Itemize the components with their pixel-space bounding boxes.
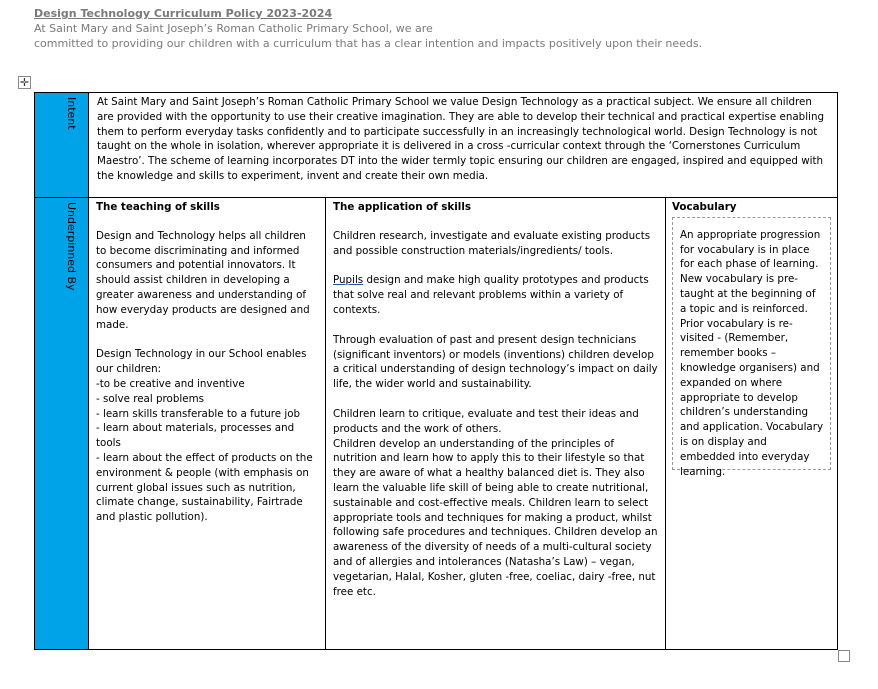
table-resize-handle[interactable] (838, 650, 850, 662)
teaching-list (96, 377, 318, 525)
move-arrows-icon[interactable]: ✛ (19, 76, 30, 89)
underpinned-row (35, 198, 838, 650)
intent-label: Intent (64, 97, 78, 130)
intent-row (35, 93, 838, 198)
list-item: - learn about the effect of products on the environment & people (with emphasis on current global issues such as nutrition, climate change, sustainability, Fairtrade and plastic pollution). (96, 451, 313, 524)
intent-text-cell[interactable] (89, 93, 838, 198)
intent-label-cell (35, 93, 89, 198)
vocabulary-cell[interactable] (666, 198, 838, 650)
document-header (34, 6, 854, 51)
application-paragraph-2 (333, 273, 658, 317)
list-item: - learn about materials, processes and tools (96, 422, 295, 450)
vocabulary-text: An appropriate progression for vocabulary is in place for each phase of learning. New vocabulary is pre-taught at the beginning of a topic and is reinforced. Prior vocabulary is re-visited - (Remember, remember books – knowledge organisers) and expanded on where appropriate to develop children’s understanding and application. Vocabulary is on display and embedded into everyday learning. (680, 228, 824, 478)
list-item: -to be creative and inventive (96, 377, 245, 390)
underpinned-label-cell (35, 198, 89, 650)
application-paragraph-4: Children learn to critique, evaluate and test their ideas and products and the work of others. (333, 407, 639, 435)
application-paragraph-5: Children develop an understanding of the principles of nutrition and learn how to apply this to their lifestyle so that they are aware of what a healthy balanced diet is. They also learn the valuable life skill of being able to create nutritional, sustainable and cost-effective meals. Children learn to select appropriate tools and techniques for making a product, whilst following safe procedures and techniques. Children develop an awareness of the diversity of needs of a multi-cultural society and of allergies and intolerances (Natasha’s Law) – vegan, vegetarian, Halal, Kosher, gluten -free, coeliac, dairy -free, nut free etc. (333, 437, 658, 598)
intent-text: At Saint Mary and Saint Joseph’s Roman Catholic Primary School we value Design Technology as a practical subject. We ensure all children are provided with the opportunity to use their creative imagination. They are able to develop their technical and practical expertise enabling them to perform everyday tasks confidently and to participate successfully in an increasingly technological world. Design Technology is not taught on the whole in isolation, wherever appropriate it is delivered in a cross -curricular context through the ‘Cornerstones Curriculum Maestro’. The scheme of learning incorporates DT into the wider termly topic ensuring our children are engaged, inspired and equipped with the knowledge and skills to experiment, invent and create their own media. (97, 96, 825, 182)
application-heading: The application of skills (333, 201, 471, 213)
application-cell[interactable] (326, 198, 666, 650)
teaching-heading: The teaching of skills (96, 201, 220, 213)
vocabulary-heading: Vocabulary (672, 201, 737, 213)
list-item: - learn skills transferable to a future job (96, 407, 301, 420)
teaching-paragraph-2: Design Technology in our School enables our children: (96, 348, 307, 376)
application-paragraph-3: Through evaluation of past and present design technicians (significant inventors) or models (inventions) children develop a critical understanding of design technology’s impact on daily life, the wider world and sustainability. (333, 333, 658, 391)
application-paragraph-2-rest: design and make high quality prototypes and products that solve real and relevant problems within a variety of contexts. (333, 274, 649, 316)
teaching-cell[interactable] (89, 198, 326, 650)
vocabulary-text-box[interactable] (672, 217, 831, 478)
document-title: Design Technology Curriculum Policy 2023-2024 (34, 7, 333, 20)
underpinned-label: Underpinned By (64, 202, 78, 291)
teaching-paragraph-1: Design and Technology helps all children to become discriminating and informed consumers and potential innovators. It should assist children in developing a greater awareness and understanding of how everyday products are designed and made. (96, 229, 310, 331)
application-paragraph-1: Children research, investigate and evaluate existing products and possible construction materials/ingredients/ tools. (333, 229, 651, 257)
policy-table (34, 92, 838, 650)
intro-line-1: At Saint Mary and Saint Joseph’s Roman Catholic Primary School, we are (34, 22, 433, 35)
list-item: - solve real problems (96, 392, 204, 405)
intro-line-2: committed to providing our children with a curriculum that has a clear intention and impacts positively upon their needs. (34, 37, 703, 50)
pupils-word: Pupils (333, 274, 364, 287)
